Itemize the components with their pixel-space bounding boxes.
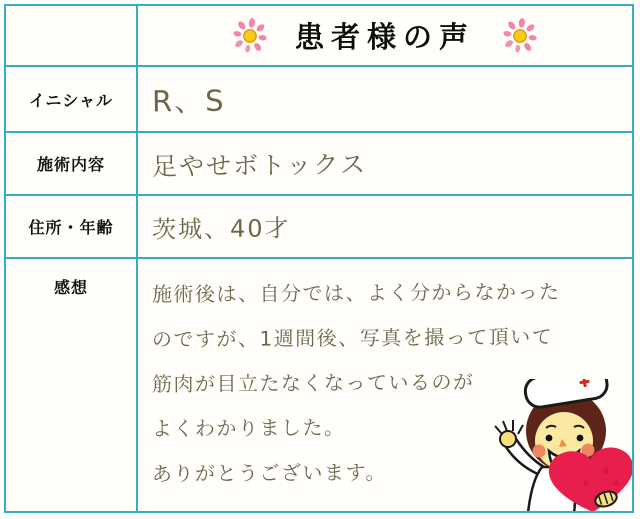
header-spacer-cell [6, 6, 138, 65]
impressions-line: よくわかりました。 [151, 415, 346, 441]
row-impressions [6, 259, 632, 511]
impressions-label: 感想 [6, 259, 138, 511]
daisy-icon-left [231, 17, 269, 55]
header-row [6, 6, 632, 67]
address-age-value: 茨城、40才 [151, 214, 291, 244]
treatment-value: 足やせボトックス [151, 149, 368, 181]
impressions-line: 筋肉が目立たなくなっているのが [151, 369, 475, 397]
impressions-line: のですが、1週間後、写真を撮って頂いて [151, 324, 554, 352]
impressions-line: ありがとうございます。 [151, 460, 387, 486]
row-initial [6, 67, 632, 133]
row-treatment [6, 133, 632, 196]
initial-value: R、S [151, 83, 226, 118]
treatment-label: 施術内容 [6, 133, 138, 194]
nurse-with-heart-illustration [474, 379, 632, 511]
impressions-line: 施術後は、自分では、よく分からなかった [151, 279, 561, 307]
row-address-age [6, 196, 632, 259]
impressions-text [138, 259, 632, 511]
daisy-icon-right [501, 17, 539, 55]
header-title-cell [138, 6, 632, 65]
initial-label: イニシャル [6, 67, 138, 131]
page-title: 患者様の声 [294, 20, 475, 54]
address-age-label: 住所・年齢 [6, 196, 138, 257]
patient-voice-card [4, 4, 634, 513]
